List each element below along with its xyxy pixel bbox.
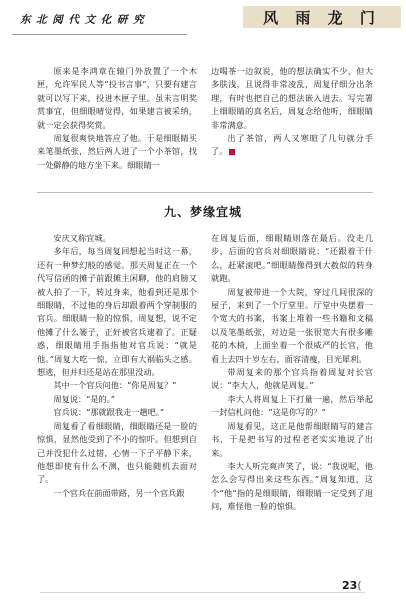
paragraph: 周复说：“是的。” xyxy=(53,393,115,404)
paragraph: 其中一个官兵问他：“你是周复？” xyxy=(53,380,177,391)
paragraph: 李大人将周复上下打量一遍，然后举起一封信札问他：“这是你写的？” xyxy=(211,393,373,418)
paragraph: 一个官兵在前面带路，另一个官兵跟 xyxy=(53,487,185,498)
paragraph: 周复被带进一个大院，穿过几间很深的屋子，来到了一个厅堂里。厅堂中央摆着一个宽大的书案，书案上堆着一些书籍和文稿以及笔墨纸张，对边是一张很宽大有很多雕花的木椅，上面坐着一个很威严的长官，他看上去四十岁左右，面容清瘦，目光犀利。 xyxy=(211,286,373,364)
chapter-heading: 九、梦缘宜城 xyxy=(163,205,242,219)
top-right-column xyxy=(211,65,373,159)
paragraph: 周复看见，这正是他帮细眼睛写的建言书，于是把书写的过程老老实实地说了出来。 xyxy=(211,420,373,458)
paragraph: 官兵说：“那就跟我走一趟吧。” xyxy=(53,407,165,418)
bottom-left-column xyxy=(37,232,197,500)
paragraph-text: 出了茶馆，两人又寒暄了几句就分手了。 xyxy=(211,133,373,157)
section-divider xyxy=(37,192,373,193)
paragraph: 李大人听完爽声笑了，说：“我说呢，他怎么会写得出来这些东西。”周复知道，这个“他”指的是细眼睛，细眼睛一定受到了退问，难怪他一脸的惊惧。 xyxy=(211,460,373,512)
paragraph: 周复看了看细眼睛，细眼睛还是一脸的惊惧，显然他受到了不小的惊吓。但想到自己并没犯什么过错，心情一下子平静下来，他想即使有什么不测，也只能随机去面对了。 xyxy=(37,420,197,485)
page-number-value: 23 xyxy=(342,579,358,592)
paragraph: 边喝茶一边叙说，他的想法确实不少，但大多肤浅，且说得非常凌乱，周复仔细分出条理，有时也把自己的想法嵌入进去。写完署上细眼睛的真名后，周复念给他听，细眼睛非常满意。 xyxy=(211,66,373,130)
paragraph: 安庆又称宜城。 xyxy=(53,233,111,243)
section-banner xyxy=(243,6,401,28)
paragraph: 周复很爽快地答应了他。于是细眼睛买来笔墨纸张，然后两人进了一个小茶馆，找一处僻静的地方坐下来。细眼睛一 xyxy=(37,133,197,170)
journal-title: 东 北 阅 代 文 化 研 究 xyxy=(20,14,145,26)
journal-header xyxy=(12,10,182,32)
paragraph: 原来是李鸿章在辕门外放置了一个木匣，允许军民人等“投书言事”，只要有建言就可以写下来，投进木匣子里。虽未言明奖赏事宜，但细眼晴觉得，如果建言被采纳，就一定会获得奖赏。 xyxy=(37,66,197,130)
footer-rule xyxy=(40,592,365,593)
end-of-section-marker xyxy=(229,149,235,155)
page-number xyxy=(342,579,362,592)
top-left-column xyxy=(37,65,197,172)
page-number-bracket: ( xyxy=(357,579,362,592)
paragraph: 多年后，每当周复回想起当时这一幕，还有一种梦幻般的感觉。那天周复正在一个代写信函的摊子前跟摊主闲聊，他的肩膀又被人拍了一下，转过身来，他看到还是那个细眼睛，不过他的身后却跟着两个穿制服的官兵。细眼睛一脸的惊惧，周复想，说不定他摊了什么篓子，正好被官兵逮着了。正疑惑，细眼睛用手指指他对官兵说：“就是他。”周复大吃一惊，立即有大祸临头之感。想逃，但并归还是站在那里没动。 xyxy=(37,246,197,378)
section-title: 风 雨 龙 门 xyxy=(263,8,381,27)
header-divider xyxy=(12,34,187,35)
bottom-right-column xyxy=(211,232,373,514)
paragraph xyxy=(211,132,373,159)
paragraph: 带周复来的那个官兵指着周复对长官说：“李大人，他就是周复。” xyxy=(211,367,373,391)
paragraph: 在周复后面，细眼睛则落在最后。没走几步，后面的官兵对细眼睛说：“还跟着干什么，赶紧滚吧。”细眼睛像得到大赦似的转身就跑。 xyxy=(211,233,373,284)
